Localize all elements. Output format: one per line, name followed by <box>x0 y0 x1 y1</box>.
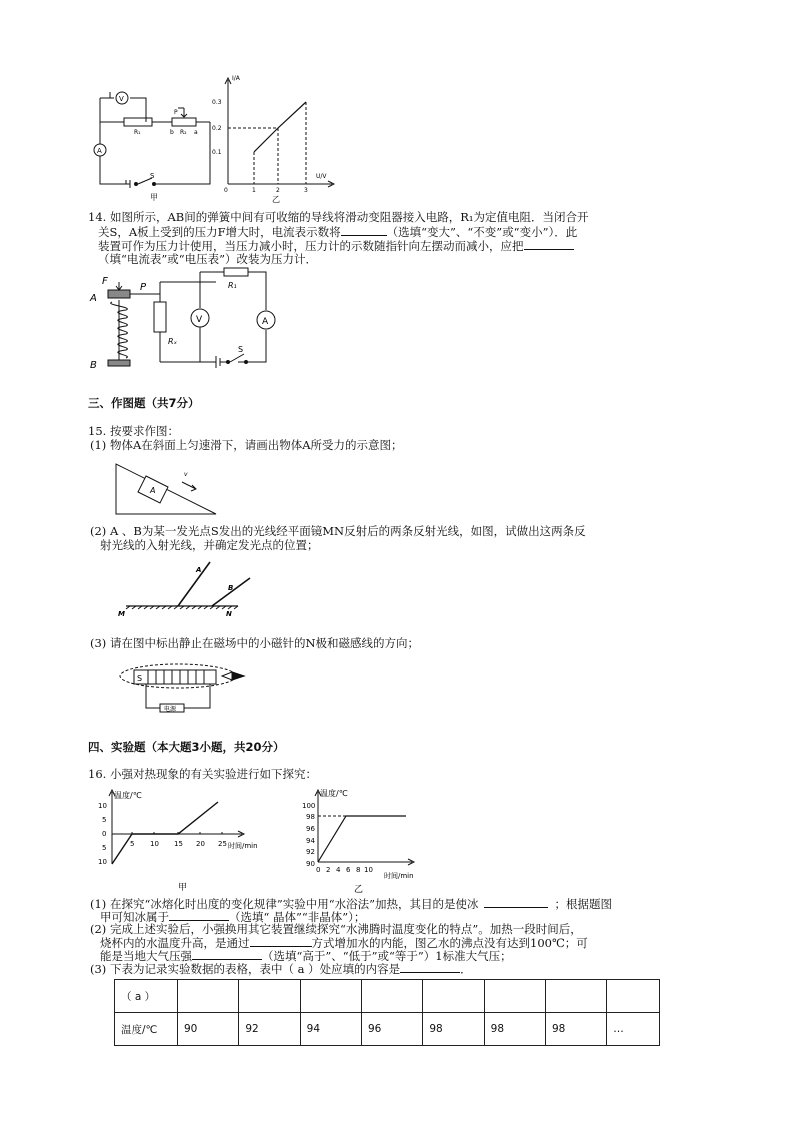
graph-x-tick: 1 <box>252 187 256 194</box>
graph-x-tick: 0 <box>224 187 228 194</box>
table-cell[interactable] <box>423 980 484 1013</box>
q14-line2 <box>98 224 577 239</box>
g2-y-tick: 98 <box>306 813 315 821</box>
table-cell: 96 <box>361 1013 422 1046</box>
circuit-diagram-top <box>90 86 220 201</box>
incline-figure <box>112 460 222 518</box>
table-cell[interactable] <box>239 980 300 1013</box>
table-cell[interactable] <box>361 980 422 1013</box>
mirror-a: A <box>196 566 202 574</box>
boiling-graph <box>300 786 430 896</box>
r1-label: R₁ <box>134 129 141 136</box>
ice-melting-graph <box>92 786 282 896</box>
q16-p1a: (1) 在探究“冰熔化时出度的变化规律”实验中用“水浴法”加热，其目的是使冰 <box>90 897 479 911</box>
pressure-gauge-circuit <box>88 268 288 380</box>
g2-y-tick: 90 <box>306 860 315 868</box>
table-row <box>115 980 660 1013</box>
q16-p3a: (3) 下表为记录实验数据的表格，表中（ a ）处应填的内容是 <box>90 962 401 976</box>
mirror-m: M <box>118 610 125 618</box>
g2-y-tick: 100 <box>302 802 316 810</box>
g1-caption: 甲 <box>178 883 188 893</box>
caption-jia: 甲 <box>150 193 158 202</box>
q16-stem: 16. 小强对热现象的有关实验进行如下探究： <box>88 767 317 781</box>
q14-blank2[interactable] <box>524 238 574 250</box>
q16-blank5[interactable] <box>400 961 460 973</box>
graph-y-tick: 0.3 <box>212 99 222 106</box>
q16-p2b: 烧杯内的水温度升高，是通过 <box>100 936 250 950</box>
voltmeter-label: V <box>119 95 124 103</box>
caption-yi: 乙 <box>272 195 280 204</box>
q16-p2c: 方式增加水的内能，图乙水的沸点没有达到100℃；可 <box>311 936 588 950</box>
table-cell[interactable] <box>178 980 239 1013</box>
g1-y-label: 温度/℃ <box>114 791 142 800</box>
iu-graph <box>210 72 340 204</box>
g2-x-tick: 4 <box>336 866 341 874</box>
fig14-am: A <box>262 317 269 327</box>
g2-x-tick: 8 <box>356 866 361 874</box>
g1-x-tick: 25 <box>218 840 227 848</box>
g1-x-tick: 15 <box>174 840 183 848</box>
q16-p1c: 甲可知冰属于 <box>100 910 169 924</box>
fig14-v: V <box>196 315 203 325</box>
mirror-figure <box>112 560 252 620</box>
table-cell: 98 <box>545 1013 606 1046</box>
q15-stem: 15. 按要求作图： <box>88 424 179 438</box>
q16-p1b: ；根据题图 <box>554 897 612 911</box>
table-cell[interactable] <box>300 980 361 1013</box>
mirror-n: N <box>226 610 232 618</box>
b-label: b <box>170 129 174 136</box>
p-label: P <box>174 109 178 116</box>
switch-label: S <box>150 172 155 180</box>
g1-x-label: 时间/min <box>228 842 258 850</box>
g1-y-tick: 10 <box>98 858 107 866</box>
fig14-p: P <box>140 282 147 293</box>
table-cell: 温度/℃ <box>115 1013 178 1046</box>
q14-line3 <box>98 238 574 253</box>
graph-y-tick: 0.1 <box>212 149 222 156</box>
table-row <box>115 1013 660 1046</box>
g2-y-label: 温度/℃ <box>320 789 348 798</box>
fig14-f: F <box>102 276 108 287</box>
q16-blank3[interactable] <box>250 935 312 947</box>
g1-x-tick: 20 <box>196 840 205 848</box>
section3-title: 三、作图题（共7分） <box>88 396 200 410</box>
g2-y-tick: 92 <box>306 848 315 856</box>
graph-y-tick: 0.2 <box>212 125 222 132</box>
g2-x-label: 时间/min <box>384 872 414 880</box>
graph-y-label: I/A <box>232 75 240 82</box>
q14-line2b: （选填“变大”、“不变”或“变小”）．此 <box>386 225 578 239</box>
g2-x-tick: 6 <box>346 866 351 874</box>
q15-part2b: 射光线的入射光线，并确定发光点的位置； <box>100 538 319 552</box>
q15-part3: (3) 请在图中标出静止在磁场中的小磁针的N极和磁感线的方向； <box>90 636 420 650</box>
g1-y-tick: 5 <box>102 816 107 824</box>
table-cell: … <box>607 1013 660 1046</box>
g2-y-tick: 96 <box>306 825 315 833</box>
q16-p3b: ． <box>460 962 472 976</box>
q14-blank1[interactable] <box>341 224 387 236</box>
q14-line3a: 装置可作为压力计使用，当压力减小时，压力计的示数随指针向左摆动而减小，应把 <box>98 239 524 253</box>
g1-y-tick: 10 <box>98 802 107 810</box>
mirror-b: B <box>228 584 234 592</box>
table-cell[interactable] <box>484 980 545 1013</box>
table-cell[interactable] <box>545 980 606 1013</box>
graph-x-label: U/V <box>316 173 327 180</box>
q15-part2a: (2) A 、B为某一发光点S发出的光线经平面镜MN反射后的两条反射光线，如图，试做出这两条反 <box>90 524 586 538</box>
table-cell: 90 <box>178 1013 239 1046</box>
q16-p2-line1: (2) 完成上述实验后，小强换用其它装置继续探究“水沸腾时温度变化的特点”。加热一段时间后， <box>90 922 582 936</box>
fig14-r1: R₁ <box>228 281 237 290</box>
q16-p2d: 能是当地大气压强 <box>100 949 192 963</box>
q16-p2e: （选填“高于”、“低于”或“等于”）1标准大气压； <box>262 949 512 963</box>
table-cell: 92 <box>239 1013 300 1046</box>
g1-x-tick: 10 <box>150 840 159 848</box>
incline-v-label: v <box>184 471 188 478</box>
fig14-a: A <box>90 293 97 304</box>
g2-x-tick: 10 <box>364 866 373 874</box>
graph-x-tick: 3 <box>304 187 308 194</box>
q14-line2a: 关S，A板上受到的压力F增大时，电流表示数将 <box>98 225 341 239</box>
section4-title: 四、实验题（本大题3小题，共20分） <box>88 740 285 754</box>
fig14-rx: Rₓ <box>168 337 178 346</box>
g1-x-tick: 5 <box>130 840 135 848</box>
graph-x-tick: 2 <box>276 187 280 194</box>
g1-y-tick: 0 <box>102 830 107 838</box>
solenoid-power: 电源 <box>164 706 177 713</box>
ammeter-label: A <box>97 147 102 155</box>
table-cell: （ a ） <box>115 980 178 1013</box>
q16-blank2[interactable] <box>169 909 229 921</box>
g2-x-tick: 2 <box>326 866 331 874</box>
q14-line1: 14. 如图所示，AB间的弹簧中间有可收缩的导线将滑动变阻器接入电路，R₁为定值电阻．当闭合开 <box>88 210 589 224</box>
incline-block-label: A <box>150 486 156 495</box>
r2-label: R₂ <box>180 129 187 136</box>
q14-line4: （填“电流表”或“电压表”）改装为压力计． <box>98 252 318 266</box>
g1-y-tick: 5 <box>102 844 107 852</box>
q16-p3-line <box>90 961 472 976</box>
g2-x-tick: 0 <box>316 866 321 874</box>
q15-part1: (1) 物体A在斜面上匀速滑下，请画出物体A所受力的示意图； <box>90 438 403 452</box>
data-table <box>114 979 660 1046</box>
g2-y-tick: 94 <box>306 837 315 845</box>
solenoid-figure <box>118 660 248 720</box>
q16-p1d: （选填“ 晶体”“非晶体”）； <box>229 910 366 924</box>
table-cell: 98 <box>423 1013 484 1046</box>
g2-caption: 乙 <box>354 885 364 895</box>
fig14-b: B <box>90 360 97 371</box>
a-label: a <box>194 129 198 136</box>
table-cell: 94 <box>300 1013 361 1046</box>
solenoid-s: S <box>137 674 143 683</box>
table-cell[interactable] <box>607 980 660 1013</box>
q16-blank4[interactable] <box>192 948 262 960</box>
q16-blank1[interactable] <box>484 896 548 908</box>
table-cell: 98 <box>484 1013 545 1046</box>
fig14-s: S <box>238 345 244 354</box>
